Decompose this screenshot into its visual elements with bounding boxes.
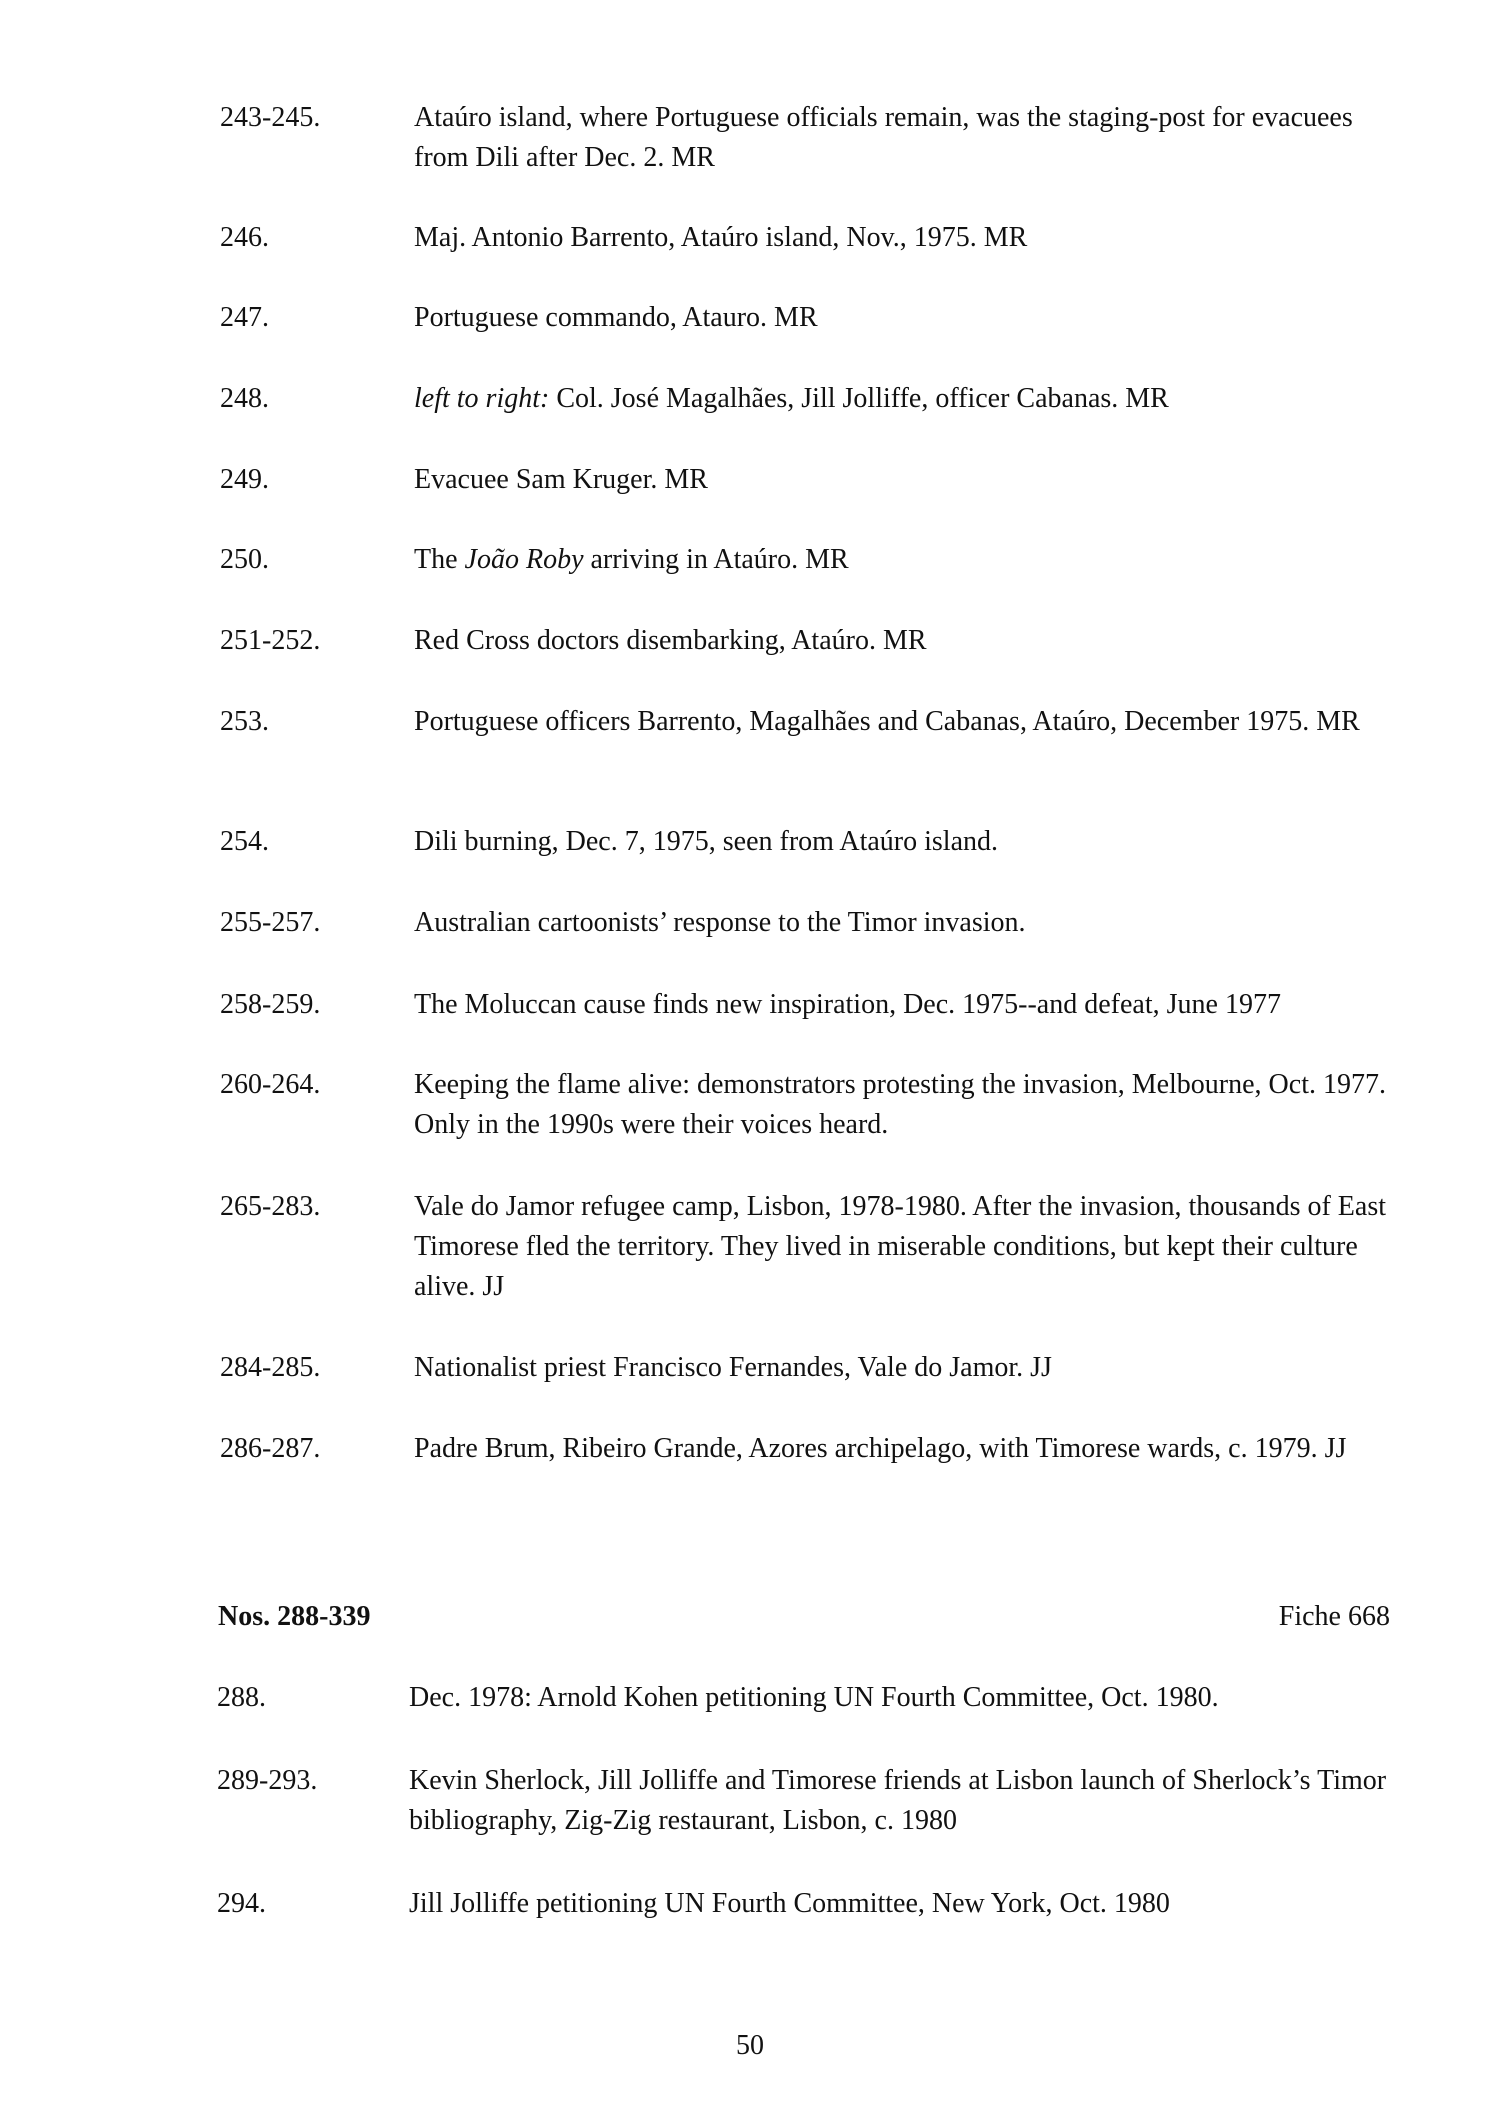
entry-description: Kevin Sherlock, Jill Jolliffe and Timorese friends at Lisbon launch of Sherlock’s Timor bibliography, Zig-Zig restaurant, Lisbon, c. 1980 — [409, 1765, 1387, 1836]
ship-name: João Roby — [464, 544, 584, 575]
entry-number: 286-287. — [220, 1433, 321, 1464]
entry-number: 288. — [217, 1682, 266, 1713]
entry-description — [414, 540, 1404, 580]
entry-description: Maj. Antonio Barrento, Ataúro island, Nov., 1975. MR — [414, 222, 1028, 253]
entry-description: Dec. 1978: Arnold Kohen petitioning UN Fourth Committee, Oct. 1980. — [409, 1682, 1219, 1713]
entry-description: Red Cross doctors disembarking, Ataúro. MR — [414, 625, 927, 656]
entry-description: Portuguese officers Barrento, Magalhães and Cabanas, Ataúro, December 1975. MR — [414, 706, 1360, 737]
entry-number: 243-245. — [220, 102, 321, 133]
entry-description: Portuguese commando, Atauro. MR — [414, 302, 818, 333]
entry-number: 248. — [220, 383, 269, 414]
entry-description: The Moluccan cause finds new inspiration, Dec. 1975--and defeat, June 1977 — [414, 989, 1281, 1020]
entry-number: 294. — [217, 1888, 266, 1919]
entry-number: 284-285. — [220, 1352, 321, 1383]
entry-number: 265-283. — [220, 1191, 321, 1222]
section-number-range: Nos. 288-339 — [218, 1601, 371, 1632]
entry-text: Col. José Magalhães, Jill Jolliffe, officer Cabanas. MR — [549, 383, 1169, 414]
entry-number: 289-293. — [217, 1765, 318, 1796]
page-number: 50 — [736, 2030, 764, 2061]
entry-description: Australian cartoonists’ response to the Timor invasion. — [414, 907, 1026, 938]
fiche-label: Fiche 668 — [1278, 1601, 1390, 1632]
entry-text-before: The — [414, 544, 465, 575]
entry-description: Jill Jolliffe petitioning UN Fourth Committee, New York, Oct. 1980 — [409, 1888, 1170, 1919]
entry-number: 250. — [220, 544, 269, 575]
italic-prefix: left to right: — [414, 383, 550, 414]
entry-number: 255-257. — [220, 907, 321, 938]
entry-text-after: arriving in Ataúro. MR — [583, 544, 849, 575]
entry-number: 246. — [220, 222, 269, 253]
entry-number: 251-252. — [220, 625, 321, 656]
entry-number: 249. — [220, 464, 269, 495]
entry-description: Evacuee Sam Kruger. MR — [414, 464, 708, 495]
entry-description — [414, 379, 1404, 419]
entry-description: Vale do Jamor refugee camp, Lisbon, 1978-1980. After the invasion, thousands of East Timorese fled the territory. They lived in miserable conditions, but kept their culture alive. JJ — [414, 1191, 1387, 1302]
entry-number: 260-264. — [220, 1069, 321, 1100]
entry-number: 247. — [220, 302, 269, 333]
entry-description: Nationalist priest Francisco Fernandes, Vale do Jamor. JJ — [414, 1352, 1052, 1383]
entry-description: Dili burning, Dec. 7, 1975, seen from Ataúro island. — [414, 826, 999, 857]
entry-description: Ataúro island, where Portuguese officials remain, was the staging-post for evacuees from Dili after Dec. 2. MR — [414, 102, 1353, 173]
entry-number: 253. — [220, 706, 269, 737]
entry-number: 258-259. — [220, 989, 321, 1020]
entry-description: Keeping the flame alive: demonstrators protesting the invasion, Melbourne, Oct. 1977. Only in the 1990s were their voices heard. — [414, 1069, 1386, 1140]
entry-description: Padre Brum, Ribeiro Grande, Azores archipelago, with Timorese wards, c. 1979. JJ — [414, 1433, 1347, 1464]
entry-number: 254. — [220, 826, 269, 857]
